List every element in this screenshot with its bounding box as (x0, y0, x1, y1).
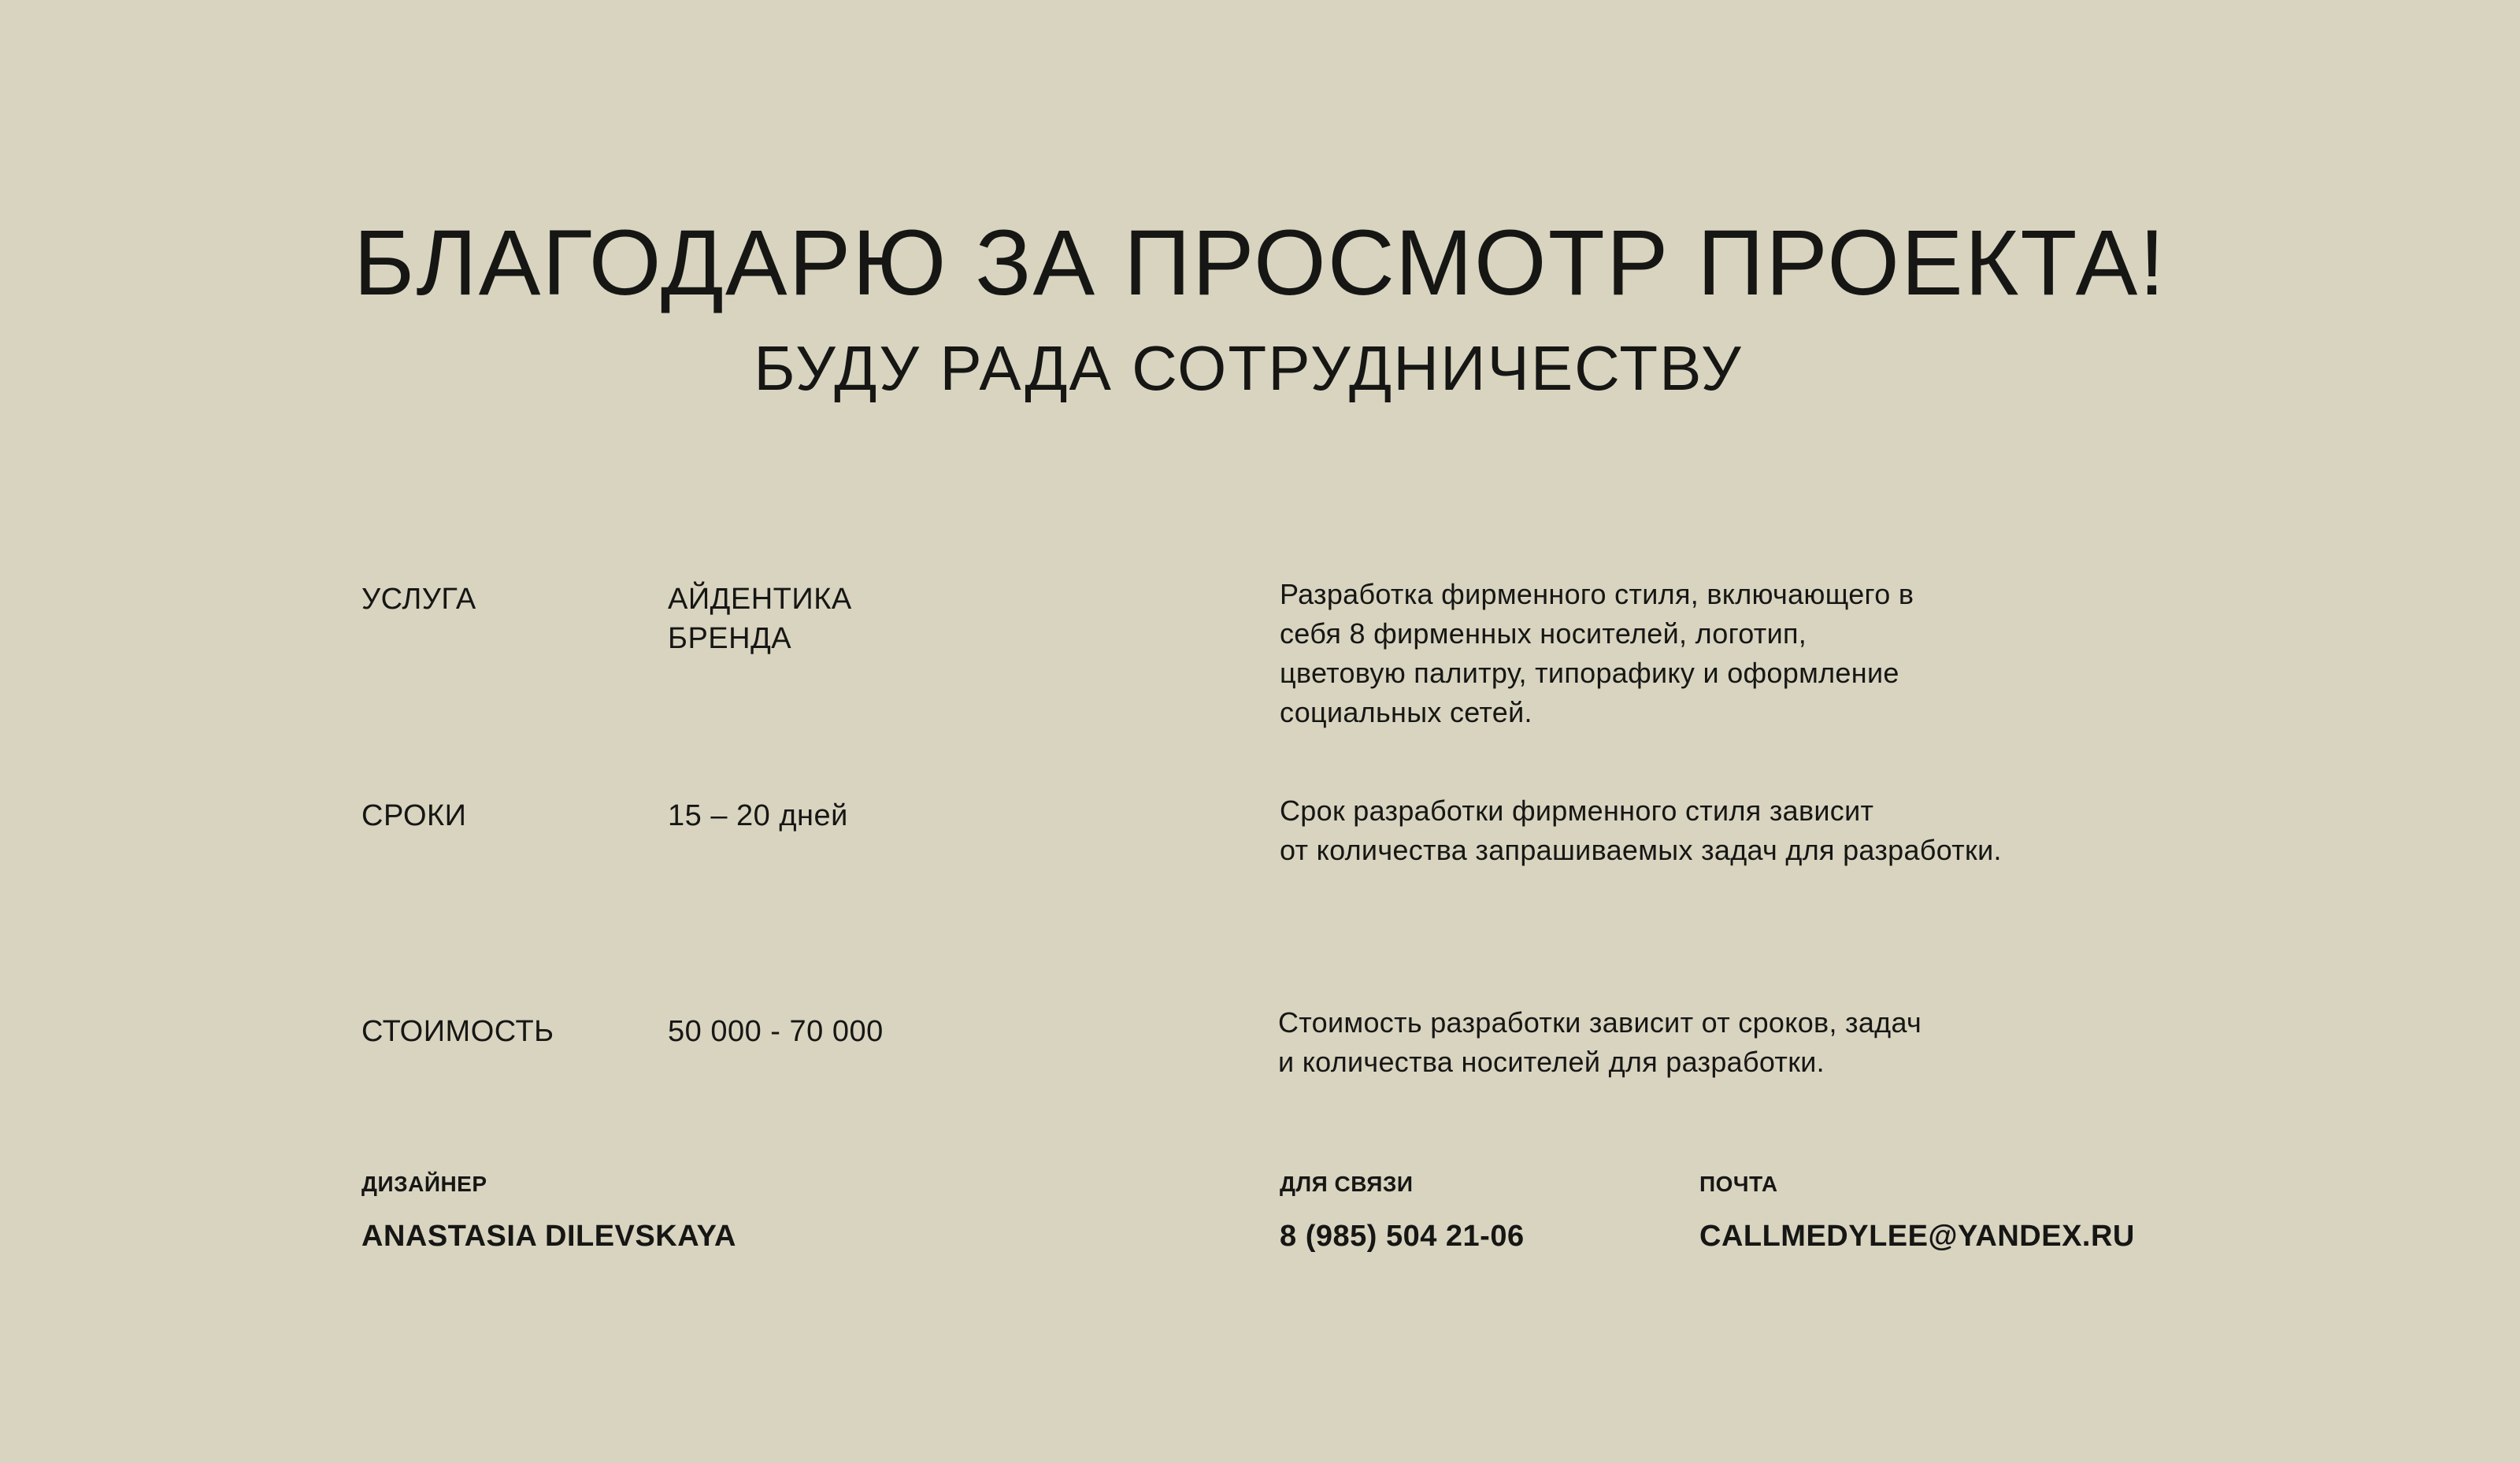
page-title: БЛАГОДАРЮ ЗА ПРОСМОТР ПРОЕКТА! (353, 211, 2167, 315)
page-subtitle: БУДУ РАДА СОТРУДНИЧЕСТВУ (754, 333, 1743, 403)
mail-address[interactable]: CALLMEDYLEE@YANDEX.RU (1699, 1220, 2135, 1253)
contact-caption: ДЛЯ СВЯЗИ (1280, 1172, 1414, 1196)
timing-label: СРОКИ (361, 799, 467, 832)
contact-phone[interactable]: 8 (985) 504 21-06 (1280, 1220, 1525, 1253)
timing-description: Срок разработки фирменного стиля зависит от количества запрашиваемых задач для разработки. (1280, 794, 2002, 866)
designer-name: ANASTASIA DILEVSKAYA (361, 1220, 736, 1253)
price-label: СТОИМОСТЬ (361, 1015, 554, 1048)
timing-value: 15 – 20 дней (668, 799, 848, 832)
price-value: 50 000 - 70 000 (668, 1015, 884, 1048)
service-label: УСЛУГА (361, 583, 476, 616)
designer-caption: ДИЗАЙНЕР (361, 1172, 487, 1196)
mail-caption: ПОЧТА (1699, 1172, 1778, 1196)
service-description: Разработка фирменного стиля, включающего в себя 8 фирменных носителей, логотип, цветовую палитру, типорафику и оформление социальных сетей. (1280, 578, 1914, 728)
service-value: АЙДЕНТИКА БРЕНДА (668, 583, 852, 655)
price-description: Стоимость разработки зависит от сроков, задач и количества носителей для разработки. (1278, 1006, 1922, 1078)
